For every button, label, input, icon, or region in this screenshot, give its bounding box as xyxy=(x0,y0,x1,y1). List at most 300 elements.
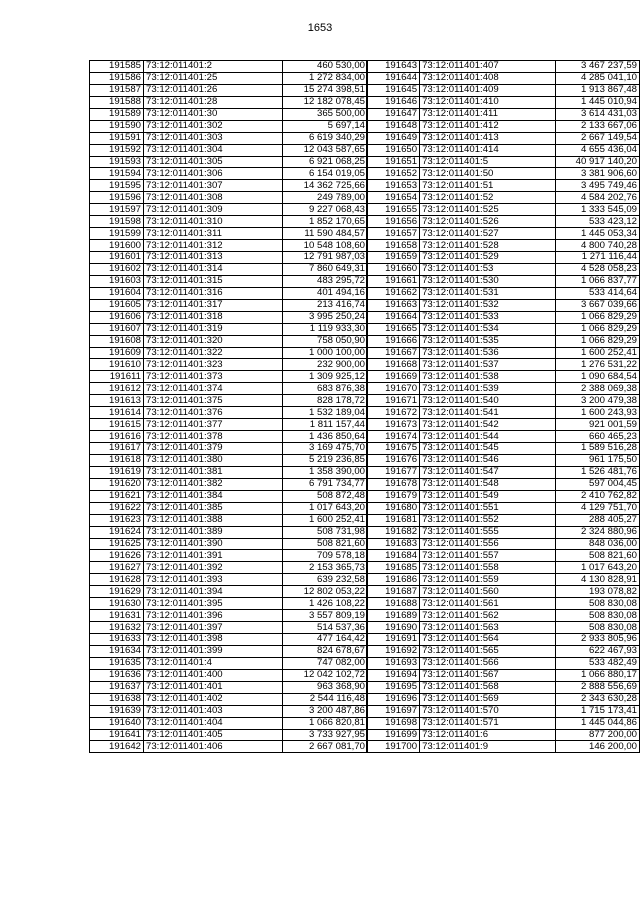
table-row xyxy=(90,693,368,705)
cadastral-number-cell: 73:12:011401:380 xyxy=(144,454,283,466)
cadastral-value-cell: 3 667 039,66 xyxy=(555,299,639,311)
cadastral-number-cell: 73:12:011401:569 xyxy=(420,693,556,705)
cadastral-value-cell: 2 153 365,73 xyxy=(283,562,368,574)
record-number-cell: 191605 xyxy=(90,299,144,311)
record-number-cell: 191613 xyxy=(90,395,144,407)
cadastral-number-cell: 73:12:011401:308 xyxy=(144,192,283,204)
table-row xyxy=(367,335,640,347)
table-row xyxy=(367,514,640,526)
cadastral-number-cell: 73:12:011401:402 xyxy=(144,693,283,705)
record-number-cell: 191693 xyxy=(367,657,420,669)
cadastral-value-cell: 2 933 805,96 xyxy=(555,634,639,646)
cadastral-value-cell: 2 667 081,70 xyxy=(283,741,368,753)
table-row xyxy=(90,275,368,287)
record-number-cell: 191600 xyxy=(90,240,144,252)
cadastral-value-cell: 1 066 829,29 xyxy=(555,335,639,347)
cadastral-number-cell: 73:12:011401:395 xyxy=(144,598,283,610)
record-number-cell: 191587 xyxy=(90,84,144,96)
record-number-cell: 191683 xyxy=(367,538,420,550)
table-row xyxy=(367,741,640,753)
cadastral-value-cell: 2 544 116,48 xyxy=(283,693,368,705)
record-number-cell: 191618 xyxy=(90,454,144,466)
table-row xyxy=(367,454,640,466)
cadastral-value-cell: 193 078,82 xyxy=(555,586,639,598)
record-number-cell: 191593 xyxy=(90,156,144,168)
table-row xyxy=(367,240,640,252)
cadastral-number-cell: 73:12:011401:323 xyxy=(144,359,283,371)
cadastral-number-cell: 73:12:011401:378 xyxy=(144,431,283,443)
table-row xyxy=(367,669,640,681)
cadastral-number-cell: 73:12:011401:564 xyxy=(420,634,556,646)
record-number-cell: 191608 xyxy=(90,335,144,347)
cadastral-value-cell: 40 917 140,20 xyxy=(555,156,639,168)
cadastral-value-cell: 1 436 850,64 xyxy=(283,431,368,443)
table-row xyxy=(90,156,368,168)
table-row xyxy=(367,252,640,264)
cadastral-number-cell: 73:12:011401:560 xyxy=(420,586,556,598)
cadastral-value-cell: 10 548 108,60 xyxy=(283,240,368,252)
cadastral-number-cell: 73:12:011401:547 xyxy=(420,466,556,478)
record-number-cell: 191621 xyxy=(90,490,144,502)
cadastral-value-cell: 288 405,27 xyxy=(555,514,639,526)
record-number-cell: 191604 xyxy=(90,287,144,299)
record-number-cell: 191599 xyxy=(90,228,144,240)
record-number-cell: 191631 xyxy=(90,610,144,622)
record-number-cell: 191655 xyxy=(367,204,420,216)
record-number-cell: 191685 xyxy=(367,562,420,574)
cadastral-number-cell: 73:12:011401:319 xyxy=(144,323,283,335)
cadastral-value-cell: 4 129 751,70 xyxy=(555,502,639,514)
table-row xyxy=(90,657,368,669)
cadastral-value-cell: 622 467,93 xyxy=(555,645,639,657)
cadastral-number-cell: 73:12:011401:545 xyxy=(420,443,556,455)
record-number-cell: 191684 xyxy=(367,550,420,562)
cadastral-value-cell: 508 830,08 xyxy=(555,610,639,622)
cadastral-value-cell: 213 416,74 xyxy=(283,299,368,311)
record-number-cell: 191649 xyxy=(367,132,420,144)
record-number-cell: 191673 xyxy=(367,419,420,431)
record-number-cell: 191644 xyxy=(367,72,420,84)
cadastral-number-cell: 73:12:011401:551 xyxy=(420,502,556,514)
cadastral-number-cell: 73:12:011401:544 xyxy=(420,431,556,443)
cadastral-number-cell: 73:12:011401:302 xyxy=(144,120,283,132)
record-number-cell: 191635 xyxy=(90,657,144,669)
cadastral-number-cell: 73:12:011401:536 xyxy=(420,347,556,359)
cadastral-number-cell: 73:12:011401:408 xyxy=(420,72,556,84)
cadastral-number-cell: 73:12:011401:548 xyxy=(420,478,556,490)
record-number-cell: 191614 xyxy=(90,407,144,419)
cadastral-value-cell: 1 017 643,20 xyxy=(283,502,368,514)
cadastral-value-cell: 2 133 667,06 xyxy=(555,120,639,132)
record-number-cell: 191633 xyxy=(90,634,144,646)
table-row xyxy=(90,371,368,383)
cadastral-value-cell: 1 852 170,65 xyxy=(283,216,368,228)
cadastral-number-cell: 73:12:011401:390 xyxy=(144,538,283,550)
table-row xyxy=(367,84,640,96)
cadastral-value-cell: 1 526 481,76 xyxy=(555,466,639,478)
cadastral-number-cell: 73:12:011401:388 xyxy=(144,514,283,526)
record-number-cell: 191672 xyxy=(367,407,420,419)
cadastral-number-cell: 73:12:011401:53 xyxy=(420,263,556,275)
cadastral-number-cell: 73:12:011401:529 xyxy=(420,252,556,264)
table-row xyxy=(90,478,368,490)
record-number-cell: 191690 xyxy=(367,622,420,634)
record-number-cell: 191647 xyxy=(367,108,420,120)
cadastral-value-cell: 2 324 880,96 xyxy=(555,526,639,538)
cadastral-value-cell: 3 557 809,19 xyxy=(283,610,368,622)
cadastral-value-cell: 3 733 927,95 xyxy=(283,729,368,741)
table-row xyxy=(90,622,368,634)
cadastral-value-cell: 1 090 684,54 xyxy=(555,371,639,383)
table-row xyxy=(90,335,368,347)
cadastral-number-cell: 73:12:011401:389 xyxy=(144,526,283,538)
cadastral-value-cell: 1 272 834,00 xyxy=(283,72,368,84)
table-row xyxy=(90,681,368,693)
cadastral-value-cell: 660 465,23 xyxy=(555,431,639,443)
table-row xyxy=(367,407,640,419)
table-row xyxy=(90,144,368,156)
cadastral-value-cell: 3 467 237,59 xyxy=(555,61,639,73)
cadastral-value-cell: 4 655 436,04 xyxy=(555,144,639,156)
record-number-cell: 191648 xyxy=(367,120,420,132)
record-number-cell: 191661 xyxy=(367,275,420,287)
record-number-cell: 191637 xyxy=(90,681,144,693)
cadastral-number-cell: 73:12:011401:316 xyxy=(144,287,283,299)
record-number-cell: 191669 xyxy=(367,371,420,383)
table-row xyxy=(367,383,640,395)
table-row xyxy=(367,156,640,168)
cadastral-number-cell: 73:12:011401:538 xyxy=(420,371,556,383)
cadastral-number-cell: 73:12:011401:374 xyxy=(144,383,283,395)
record-number-cell: 191619 xyxy=(90,466,144,478)
cadastral-number-cell: 73:12:011401:528 xyxy=(420,240,556,252)
cadastral-number-cell: 73:12:011401:532 xyxy=(420,299,556,311)
cadastral-value-cell: 824 678,67 xyxy=(283,645,368,657)
record-number-cell: 191692 xyxy=(367,645,420,657)
record-number-cell: 191585 xyxy=(90,61,144,73)
cadastral-number-cell: 73:12:011401:28 xyxy=(144,96,283,108)
table-row xyxy=(90,84,368,96)
cadastral-number-cell: 73:12:011401:414 xyxy=(420,144,556,156)
record-number-cell: 191659 xyxy=(367,252,420,264)
cadastral-value-cell: 460 530,00 xyxy=(283,61,368,73)
cadastral-value-cell: 1 358 390,00 xyxy=(283,466,368,478)
record-number-cell: 191674 xyxy=(367,431,420,443)
table-row xyxy=(90,323,368,335)
record-number-cell: 191660 xyxy=(367,263,420,275)
cadastral-value-cell: 597 004,45 xyxy=(555,478,639,490)
cadastral-number-cell: 73:12:011401:531 xyxy=(420,287,556,299)
cadastral-value-cell: 2 888 556,69 xyxy=(555,681,639,693)
cadastral-value-cell: 14 362 725,66 xyxy=(283,180,368,192)
cadastral-number-cell: 73:12:011401:377 xyxy=(144,419,283,431)
record-number-cell: 191697 xyxy=(367,705,420,717)
cadastral-value-cell: 2 667 149,54 xyxy=(555,132,639,144)
record-number-cell: 191607 xyxy=(90,323,144,335)
table-row xyxy=(90,502,368,514)
record-number-cell: 191662 xyxy=(367,287,420,299)
table-row xyxy=(367,693,640,705)
cadastral-value-cell: 1 589 516,28 xyxy=(555,443,639,455)
cadastral-number-cell: 73:12:011401:570 xyxy=(420,705,556,717)
cadastral-number-cell: 73:12:011401:563 xyxy=(420,622,556,634)
cadastral-value-cell: 683 876,38 xyxy=(283,383,368,395)
cadastral-number-cell: 73:12:011401:309 xyxy=(144,204,283,216)
cadastral-number-cell: 73:12:011401:571 xyxy=(420,717,556,729)
table-row xyxy=(367,299,640,311)
cadastral-value-cell: 3 381 906,60 xyxy=(555,168,639,180)
cadastral-value-cell: 6 619 340,29 xyxy=(283,132,368,144)
cadastral-number-cell: 73:12:011401:557 xyxy=(420,550,556,562)
table-row xyxy=(367,204,640,216)
record-number-cell: 191612 xyxy=(90,383,144,395)
cadastral-number-cell: 73:12:011401:315 xyxy=(144,275,283,287)
cadastral-value-cell: 1 811 157,44 xyxy=(283,419,368,431)
cadastral-number-cell: 73:12:011401:9 xyxy=(420,741,556,753)
record-number-cell: 191681 xyxy=(367,514,420,526)
table-row xyxy=(367,717,640,729)
cadastral-number-cell: 73:12:011401:314 xyxy=(144,263,283,275)
cadastral-value-cell: 4 130 828,91 xyxy=(555,574,639,586)
table-row xyxy=(367,180,640,192)
record-number-cell: 191590 xyxy=(90,120,144,132)
record-number-cell: 191664 xyxy=(367,311,420,323)
cadastral-value-cell: 4 528 058,23 xyxy=(555,263,639,275)
table-row xyxy=(90,598,368,610)
cadastral-value-cell: 7 860 649,31 xyxy=(283,263,368,275)
table-row xyxy=(367,574,640,586)
cadastral-number-cell: 73:12:011401:559 xyxy=(420,574,556,586)
record-number-cell: 191615 xyxy=(90,419,144,431)
table-row xyxy=(367,586,640,598)
cadastral-value-cell: 921 001,59 xyxy=(555,419,639,431)
cadastral-number-cell: 73:12:011401:376 xyxy=(144,407,283,419)
record-number-cell: 191652 xyxy=(367,168,420,180)
cadastral-value-cell: 15 274 398,51 xyxy=(283,84,368,96)
cadastral-value-cell: 2 388 069,38 xyxy=(555,383,639,395)
record-number-cell: 191641 xyxy=(90,729,144,741)
record-number-cell: 191695 xyxy=(367,681,420,693)
cadastral-value-cell: 12 791 987,03 xyxy=(283,252,368,264)
cadastral-number-cell: 73:12:011401:303 xyxy=(144,132,283,144)
record-number-cell: 191588 xyxy=(90,96,144,108)
cadastral-number-cell: 73:12:011401:394 xyxy=(144,586,283,598)
table-row xyxy=(90,634,368,646)
cadastral-number-cell: 73:12:011401:404 xyxy=(144,717,283,729)
record-number-cell: 191595 xyxy=(90,180,144,192)
record-number-cell: 191589 xyxy=(90,108,144,120)
record-number-cell: 191636 xyxy=(90,669,144,681)
record-number-cell: 191623 xyxy=(90,514,144,526)
cadastral-number-cell: 73:12:011401:406 xyxy=(144,741,283,753)
record-number-cell: 191666 xyxy=(367,335,420,347)
table-row xyxy=(90,299,368,311)
cadastral-number-cell: 73:12:011401:526 xyxy=(420,216,556,228)
table-row xyxy=(90,407,368,419)
cadastral-value-cell: 1 066 820,81 xyxy=(283,717,368,729)
table-row xyxy=(90,311,368,323)
cadastral-number-cell: 73:12:011401:322 xyxy=(144,347,283,359)
cadastral-number-cell: 73:12:011401:317 xyxy=(144,299,283,311)
table-row xyxy=(90,180,368,192)
cadastral-value-cell: 4 285 041,10 xyxy=(555,72,639,84)
cadastral-number-cell: 73:12:011401:2 xyxy=(144,61,283,73)
cadastral-number-cell: 73:12:011401:310 xyxy=(144,216,283,228)
table-row xyxy=(90,574,368,586)
table-row xyxy=(367,144,640,156)
cadastral-number-cell: 73:12:011401:537 xyxy=(420,359,556,371)
cadastral-value-cell: 1 913 867,48 xyxy=(555,84,639,96)
cadastral-value-cell: 963 368,90 xyxy=(283,681,368,693)
table-row xyxy=(367,132,640,144)
cadastral-number-cell: 73:12:011401:6 xyxy=(420,729,556,741)
cadastral-value-cell: 483 295,72 xyxy=(283,275,368,287)
record-number-cell: 191654 xyxy=(367,192,420,204)
record-number-cell: 191622 xyxy=(90,502,144,514)
record-number-cell: 191670 xyxy=(367,383,420,395)
cadastral-value-cell: 146 200,00 xyxy=(555,741,639,753)
cadastral-value-cell: 961 175,50 xyxy=(555,454,639,466)
table-row xyxy=(367,359,640,371)
record-number-cell: 191598 xyxy=(90,216,144,228)
cadastral-number-cell: 73:12:011401:561 xyxy=(420,598,556,610)
cadastral-value-cell: 1 066 829,29 xyxy=(555,323,639,335)
table-row xyxy=(90,120,368,132)
record-number-cell: 191617 xyxy=(90,443,144,455)
cadastral-number-cell: 73:12:011401:375 xyxy=(144,395,283,407)
table-row xyxy=(367,610,640,622)
record-number-cell: 191699 xyxy=(367,729,420,741)
table-row xyxy=(367,108,640,120)
cadastral-value-cell: 639 232,58 xyxy=(283,574,368,586)
cadastral-value-cell: 3 200 487,86 xyxy=(283,705,368,717)
record-number-cell: 191643 xyxy=(367,61,420,73)
cadastral-value-cell: 758 050,90 xyxy=(283,335,368,347)
cadastral-number-cell: 73:12:011401:567 xyxy=(420,669,556,681)
cadastral-value-cell: 5 219 236,85 xyxy=(283,454,368,466)
table-row xyxy=(367,622,640,634)
cadastral-value-cell: 533 423,12 xyxy=(555,216,639,228)
cadastral-number-cell: 73:12:011401:381 xyxy=(144,466,283,478)
table-row xyxy=(90,61,368,73)
cadastral-number-cell: 73:12:011401:555 xyxy=(420,526,556,538)
table-row xyxy=(367,419,640,431)
table-row xyxy=(367,681,640,693)
table-row xyxy=(367,275,640,287)
cadastral-number-cell: 73:12:011401:307 xyxy=(144,180,283,192)
cadastral-value-cell: 508 821,60 xyxy=(555,550,639,562)
record-number-cell: 191632 xyxy=(90,622,144,634)
table-row xyxy=(90,72,368,84)
table-row xyxy=(90,586,368,598)
table-row xyxy=(367,645,640,657)
cadastral-value-cell: 508 731,98 xyxy=(283,526,368,538)
table-row xyxy=(367,705,640,717)
cadastral-number-cell: 73:12:011401:410 xyxy=(420,96,556,108)
record-number-cell: 191638 xyxy=(90,693,144,705)
cadastral-number-cell: 73:12:011401:401 xyxy=(144,681,283,693)
table-row xyxy=(367,311,640,323)
table-row xyxy=(90,96,368,108)
cadastral-number-cell: 73:12:011401:30 xyxy=(144,108,283,120)
table-row xyxy=(90,252,368,264)
cadastral-number-cell: 73:12:011401:399 xyxy=(144,645,283,657)
cadastral-number-cell: 73:12:011401:373 xyxy=(144,371,283,383)
cadastral-number-cell: 73:12:011401:549 xyxy=(420,490,556,502)
record-number-cell: 191671 xyxy=(367,395,420,407)
cadastral-value-cell: 1 600 252,41 xyxy=(555,347,639,359)
table-row xyxy=(367,216,640,228)
cadastral-value-cell: 3 169 475,70 xyxy=(283,443,368,455)
cadastral-number-cell: 73:12:011401:50 xyxy=(420,168,556,180)
cadastral-value-cell: 4 584 202,76 xyxy=(555,192,639,204)
cadastral-value-cell: 828 178,72 xyxy=(283,395,368,407)
cadastral-value-cell: 1 066 829,29 xyxy=(555,311,639,323)
cadastral-value-cell: 249 789,00 xyxy=(283,192,368,204)
table-row xyxy=(90,395,368,407)
cadastral-number-cell: 73:12:011401:530 xyxy=(420,275,556,287)
cadastral-table-left xyxy=(89,60,368,753)
cadastral-value-cell: 848 036,00 xyxy=(555,538,639,550)
record-number-cell: 191667 xyxy=(367,347,420,359)
cadastral-value-cell: 508 830,08 xyxy=(555,598,639,610)
record-number-cell: 191698 xyxy=(367,717,420,729)
record-number-cell: 191594 xyxy=(90,168,144,180)
cadastral-value-cell: 12 043 587,65 xyxy=(283,144,368,156)
table-row xyxy=(90,645,368,657)
cadastral-number-cell: 73:12:011401:546 xyxy=(420,454,556,466)
table-row xyxy=(90,419,368,431)
record-number-cell: 191611 xyxy=(90,371,144,383)
record-number-cell: 191678 xyxy=(367,478,420,490)
cadastral-value-cell: 1 066 837,77 xyxy=(555,275,639,287)
table-row xyxy=(367,490,640,502)
table-row xyxy=(367,287,640,299)
record-number-cell: 191689 xyxy=(367,610,420,622)
cadastral-value-cell: 6 791 734,77 xyxy=(283,478,368,490)
record-number-cell: 191696 xyxy=(367,693,420,705)
cadastral-number-cell: 73:12:011401:5 xyxy=(420,156,556,168)
record-number-cell: 191663 xyxy=(367,299,420,311)
table-row xyxy=(367,431,640,443)
table-row xyxy=(90,514,368,526)
cadastral-value-cell: 3 495 749,46 xyxy=(555,180,639,192)
record-number-cell: 191627 xyxy=(90,562,144,574)
cadastral-value-cell: 6 154 019,05 xyxy=(283,168,368,180)
table-row xyxy=(367,538,640,550)
cadastral-value-cell: 533 414,64 xyxy=(555,287,639,299)
record-number-cell: 191603 xyxy=(90,275,144,287)
cadastral-number-cell: 73:12:011401:542 xyxy=(420,419,556,431)
record-number-cell: 191610 xyxy=(90,359,144,371)
cadastral-number-cell: 73:12:011401:312 xyxy=(144,240,283,252)
record-number-cell: 191657 xyxy=(367,228,420,240)
record-number-cell: 191591 xyxy=(90,132,144,144)
cadastral-value-cell: 12 802 053,22 xyxy=(283,586,368,598)
table-row xyxy=(90,705,368,717)
table-row xyxy=(90,228,368,240)
cadastral-value-cell: 1 445 044,86 xyxy=(555,717,639,729)
cadastral-number-cell: 73:12:011401:313 xyxy=(144,252,283,264)
table-row xyxy=(367,61,640,73)
record-number-cell: 191658 xyxy=(367,240,420,252)
record-number-cell: 191645 xyxy=(367,84,420,96)
cadastral-number-cell: 73:12:011401:539 xyxy=(420,383,556,395)
record-number-cell: 191688 xyxy=(367,598,420,610)
record-number-cell: 191642 xyxy=(90,741,144,753)
record-number-cell: 191650 xyxy=(367,144,420,156)
record-number-cell: 191665 xyxy=(367,323,420,335)
